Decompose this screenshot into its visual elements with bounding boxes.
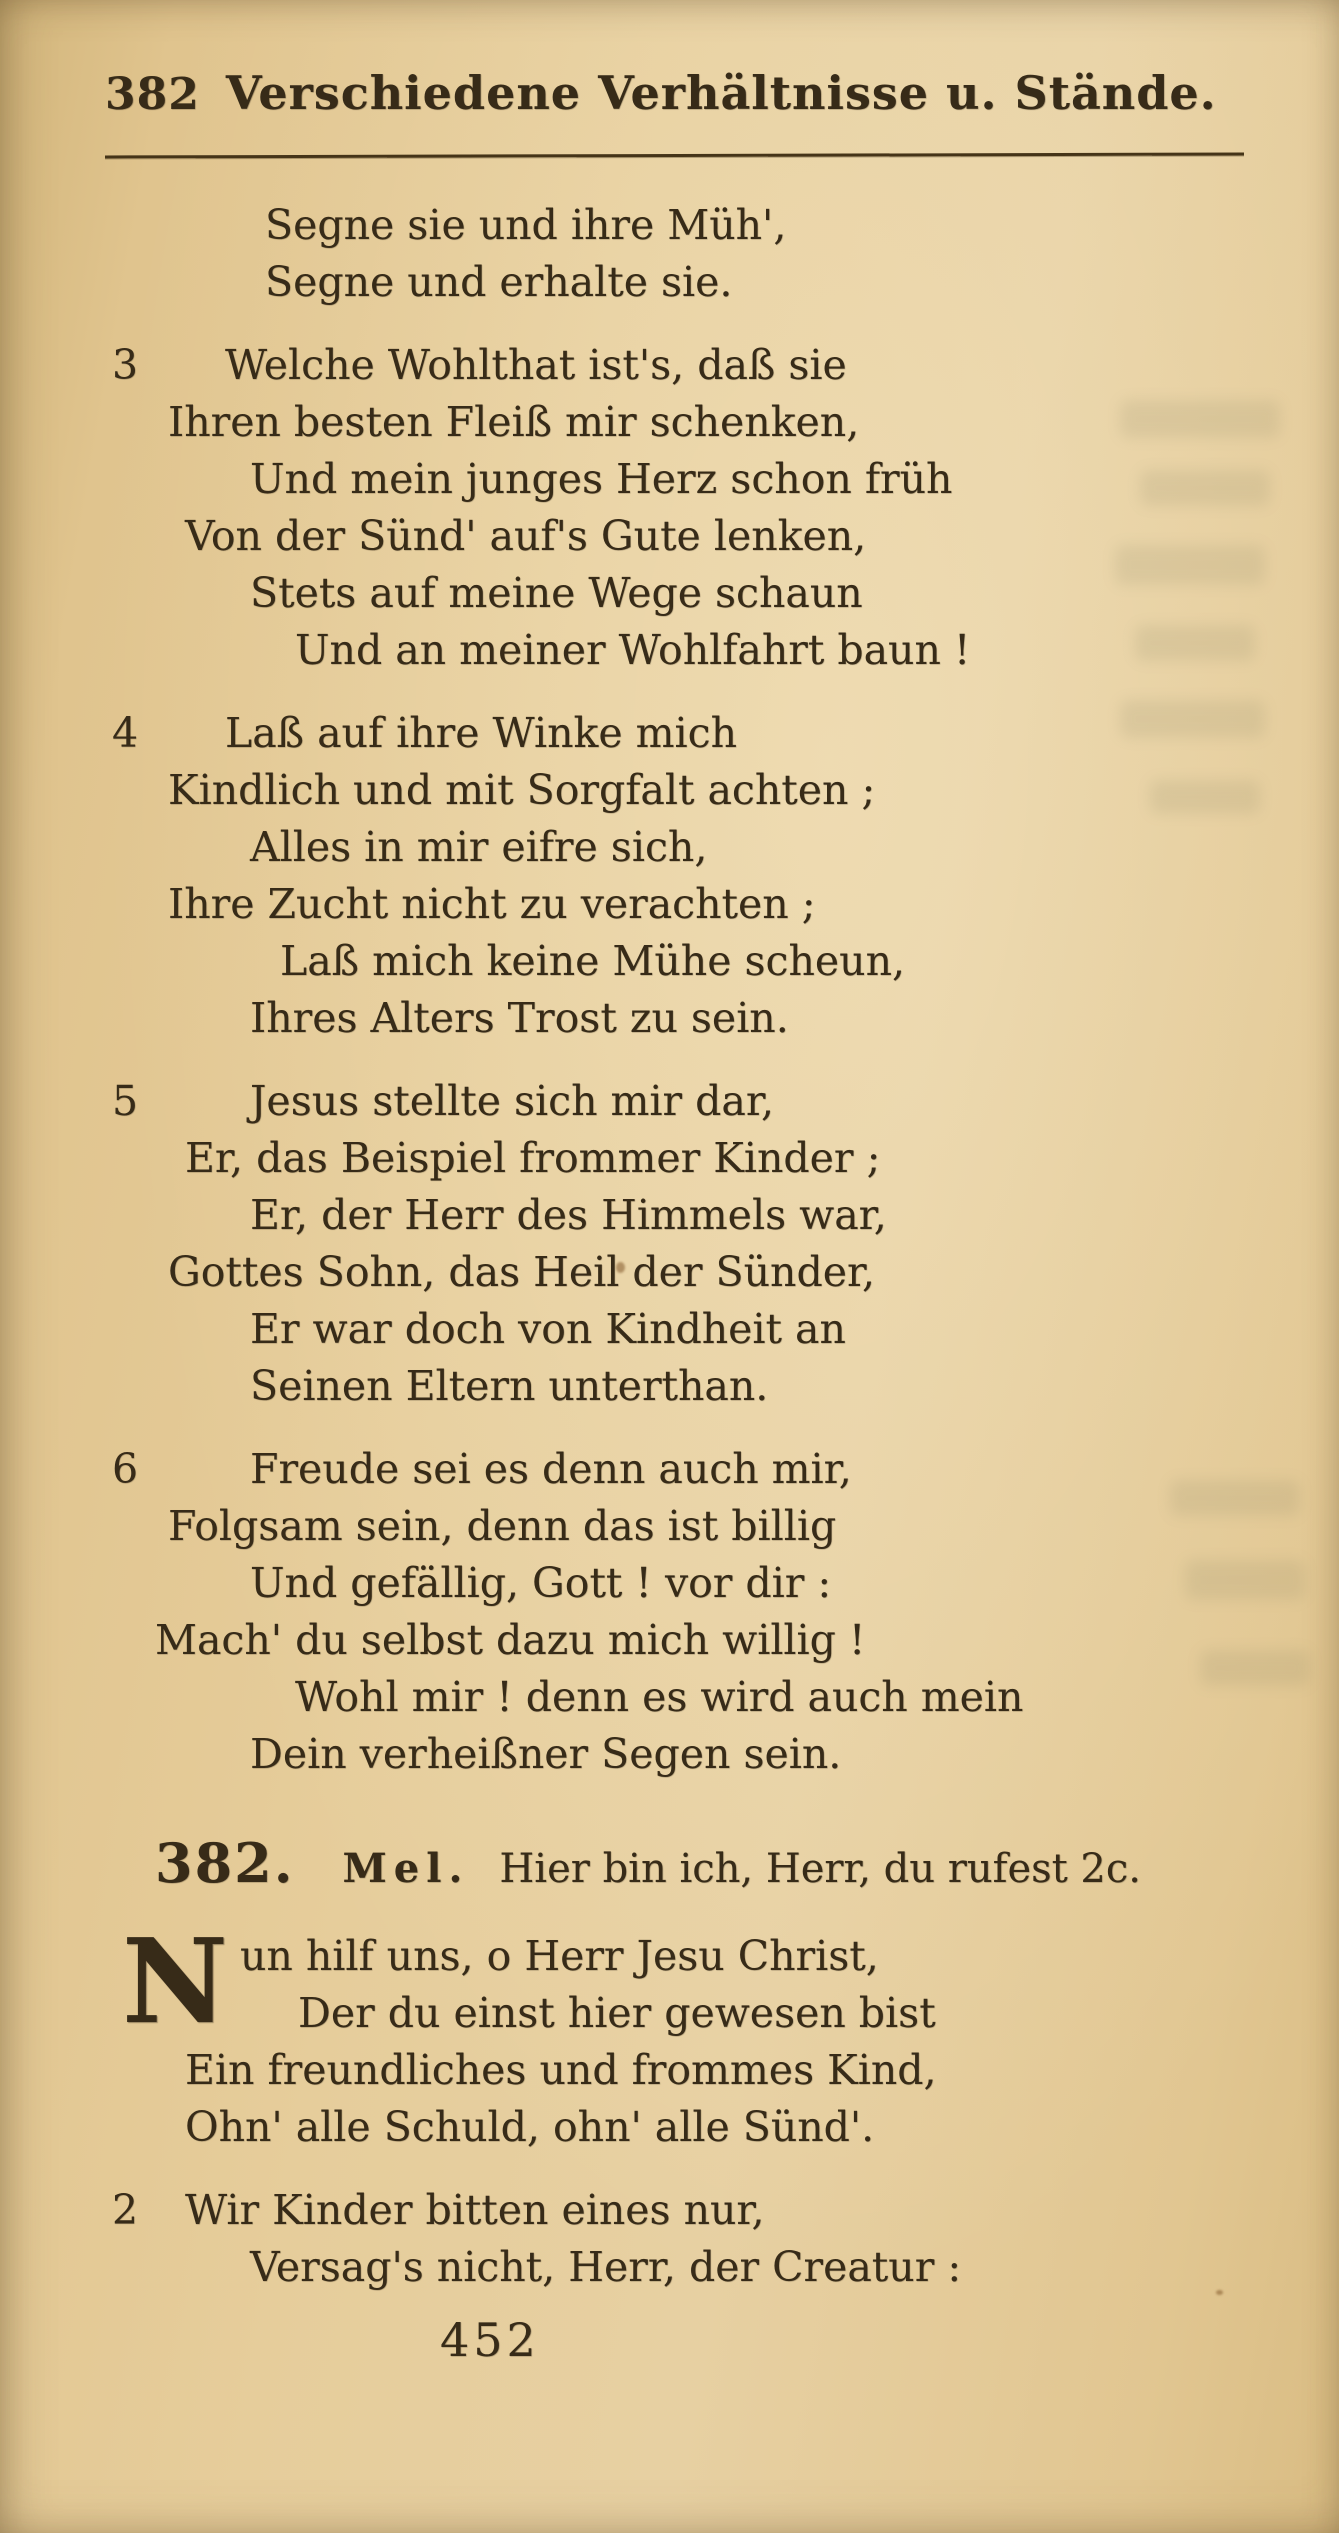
verse-line: Segne sie und ihre Müh',	[265, 201, 787, 249]
header-page-number: 382	[105, 69, 200, 120]
verse-line: Er, das Beispiel frommer Kinder ;	[185, 1134, 881, 1182]
verse-line: Und an meiner Wohlfahrt baun !	[295, 626, 971, 674]
verse-line: Seinen Eltern unterthan.	[250, 1362, 769, 1410]
verse-number: 5	[112, 1077, 139, 1125]
verse-line: Segne und erhalte sie.	[265, 258, 733, 306]
verse-line: Jesus stellte sich mir dar,	[250, 1077, 774, 1125]
hymn-382-stanza-2	[110, 2182, 1249, 2296]
stanza-6	[110, 1441, 1249, 1783]
verse-line: Ihre Zucht nicht zu verachten ;	[168, 880, 816, 928]
verse-line: Der du einst hier gewesen bist	[298, 1989, 936, 2037]
drop-cap-initial: N	[122, 1914, 229, 2050]
verse-line: Wir Kinder bitten eines nur,	[185, 2186, 765, 2234]
running-header	[0, 0, 1339, 120]
verse-line: Laß mich keine Mühe scheun,	[280, 937, 906, 985]
verse-line: Ohn' alle Schuld, ohn' alle Sünd'.	[185, 2103, 875, 2151]
verse-line: Er, der Herr des Himmels war,	[250, 1191, 887, 1239]
footer-page-number: 452	[440, 2313, 540, 2367]
verse-line: Laß auf ihre Winke mich	[225, 709, 737, 757]
refrain-continuation	[110, 197, 1249, 311]
melody-label: Mel.	[342, 1845, 470, 1892]
verse-line: Alles in mir eifre sich,	[250, 823, 708, 871]
verse-line: Wohl mir ! denn es wird auch mein	[295, 1673, 1024, 1721]
verse-number: 6	[112, 1445, 139, 1493]
header-section-title: Verschiedene Verhältnisse u. Stände.	[225, 66, 1217, 120]
verse-line: Welche Wohlthat ist's, daß sie	[225, 341, 847, 389]
verse-line: Gottes Sohn, das Heil der Sünder,	[168, 1248, 876, 1296]
verse-line: Kindlich und mit Sorgfalt achten ;	[168, 766, 876, 814]
verse-number: 3	[112, 341, 139, 389]
verse-line: Ihres Alters Trost zu sein.	[250, 994, 789, 1042]
verse-line: Er war doch von Kindheit an	[250, 1305, 846, 1353]
hymn-382-heading	[155, 1831, 1249, 1898]
verse-line: Von der Sünd' auf's Gute lenken,	[185, 512, 867, 560]
verse-line: Und gefällig, Gott ! vor dir :	[250, 1559, 832, 1607]
page-text-block	[0, 157, 1339, 2369]
verse-number: 2	[112, 2186, 139, 2234]
hymn-number: 382.	[155, 1831, 295, 1895]
stanza-5	[110, 1073, 1249, 1415]
verse-line: Mach' du selbst dazu mich willig !	[155, 1616, 866, 1664]
verse-line: Ein freundliches und frommes Kind,	[185, 2046, 937, 2094]
verse-line: Versag's nicht, Herr, der Creatur :	[250, 2243, 962, 2291]
stanza-4	[110, 705, 1249, 1047]
hymn-382-stanza-1	[110, 1914, 1249, 2156]
melody-title: Hier bin ich, Herr, du rufest 2c.	[499, 1846, 1141, 1892]
verse-number: 4	[112, 709, 139, 757]
verse-line: Und mein junges Herz schon früh	[250, 455, 953, 503]
verse-line: Dein verheißner Segen sein.	[250, 1730, 842, 1778]
verse-line: Folgsam sein, denn das ist billig	[168, 1502, 837, 1550]
verse-line: Stets auf meine Wege schaun	[250, 569, 863, 617]
verse-line: Ihren besten Fleiß mir schenken,	[168, 398, 860, 446]
verse-line: un hilf uns, o Herr Jesu Christ,	[240, 1932, 879, 1980]
verse-line: Freude sei es denn auch mir,	[250, 1445, 852, 1493]
stanza-3	[110, 337, 1249, 679]
